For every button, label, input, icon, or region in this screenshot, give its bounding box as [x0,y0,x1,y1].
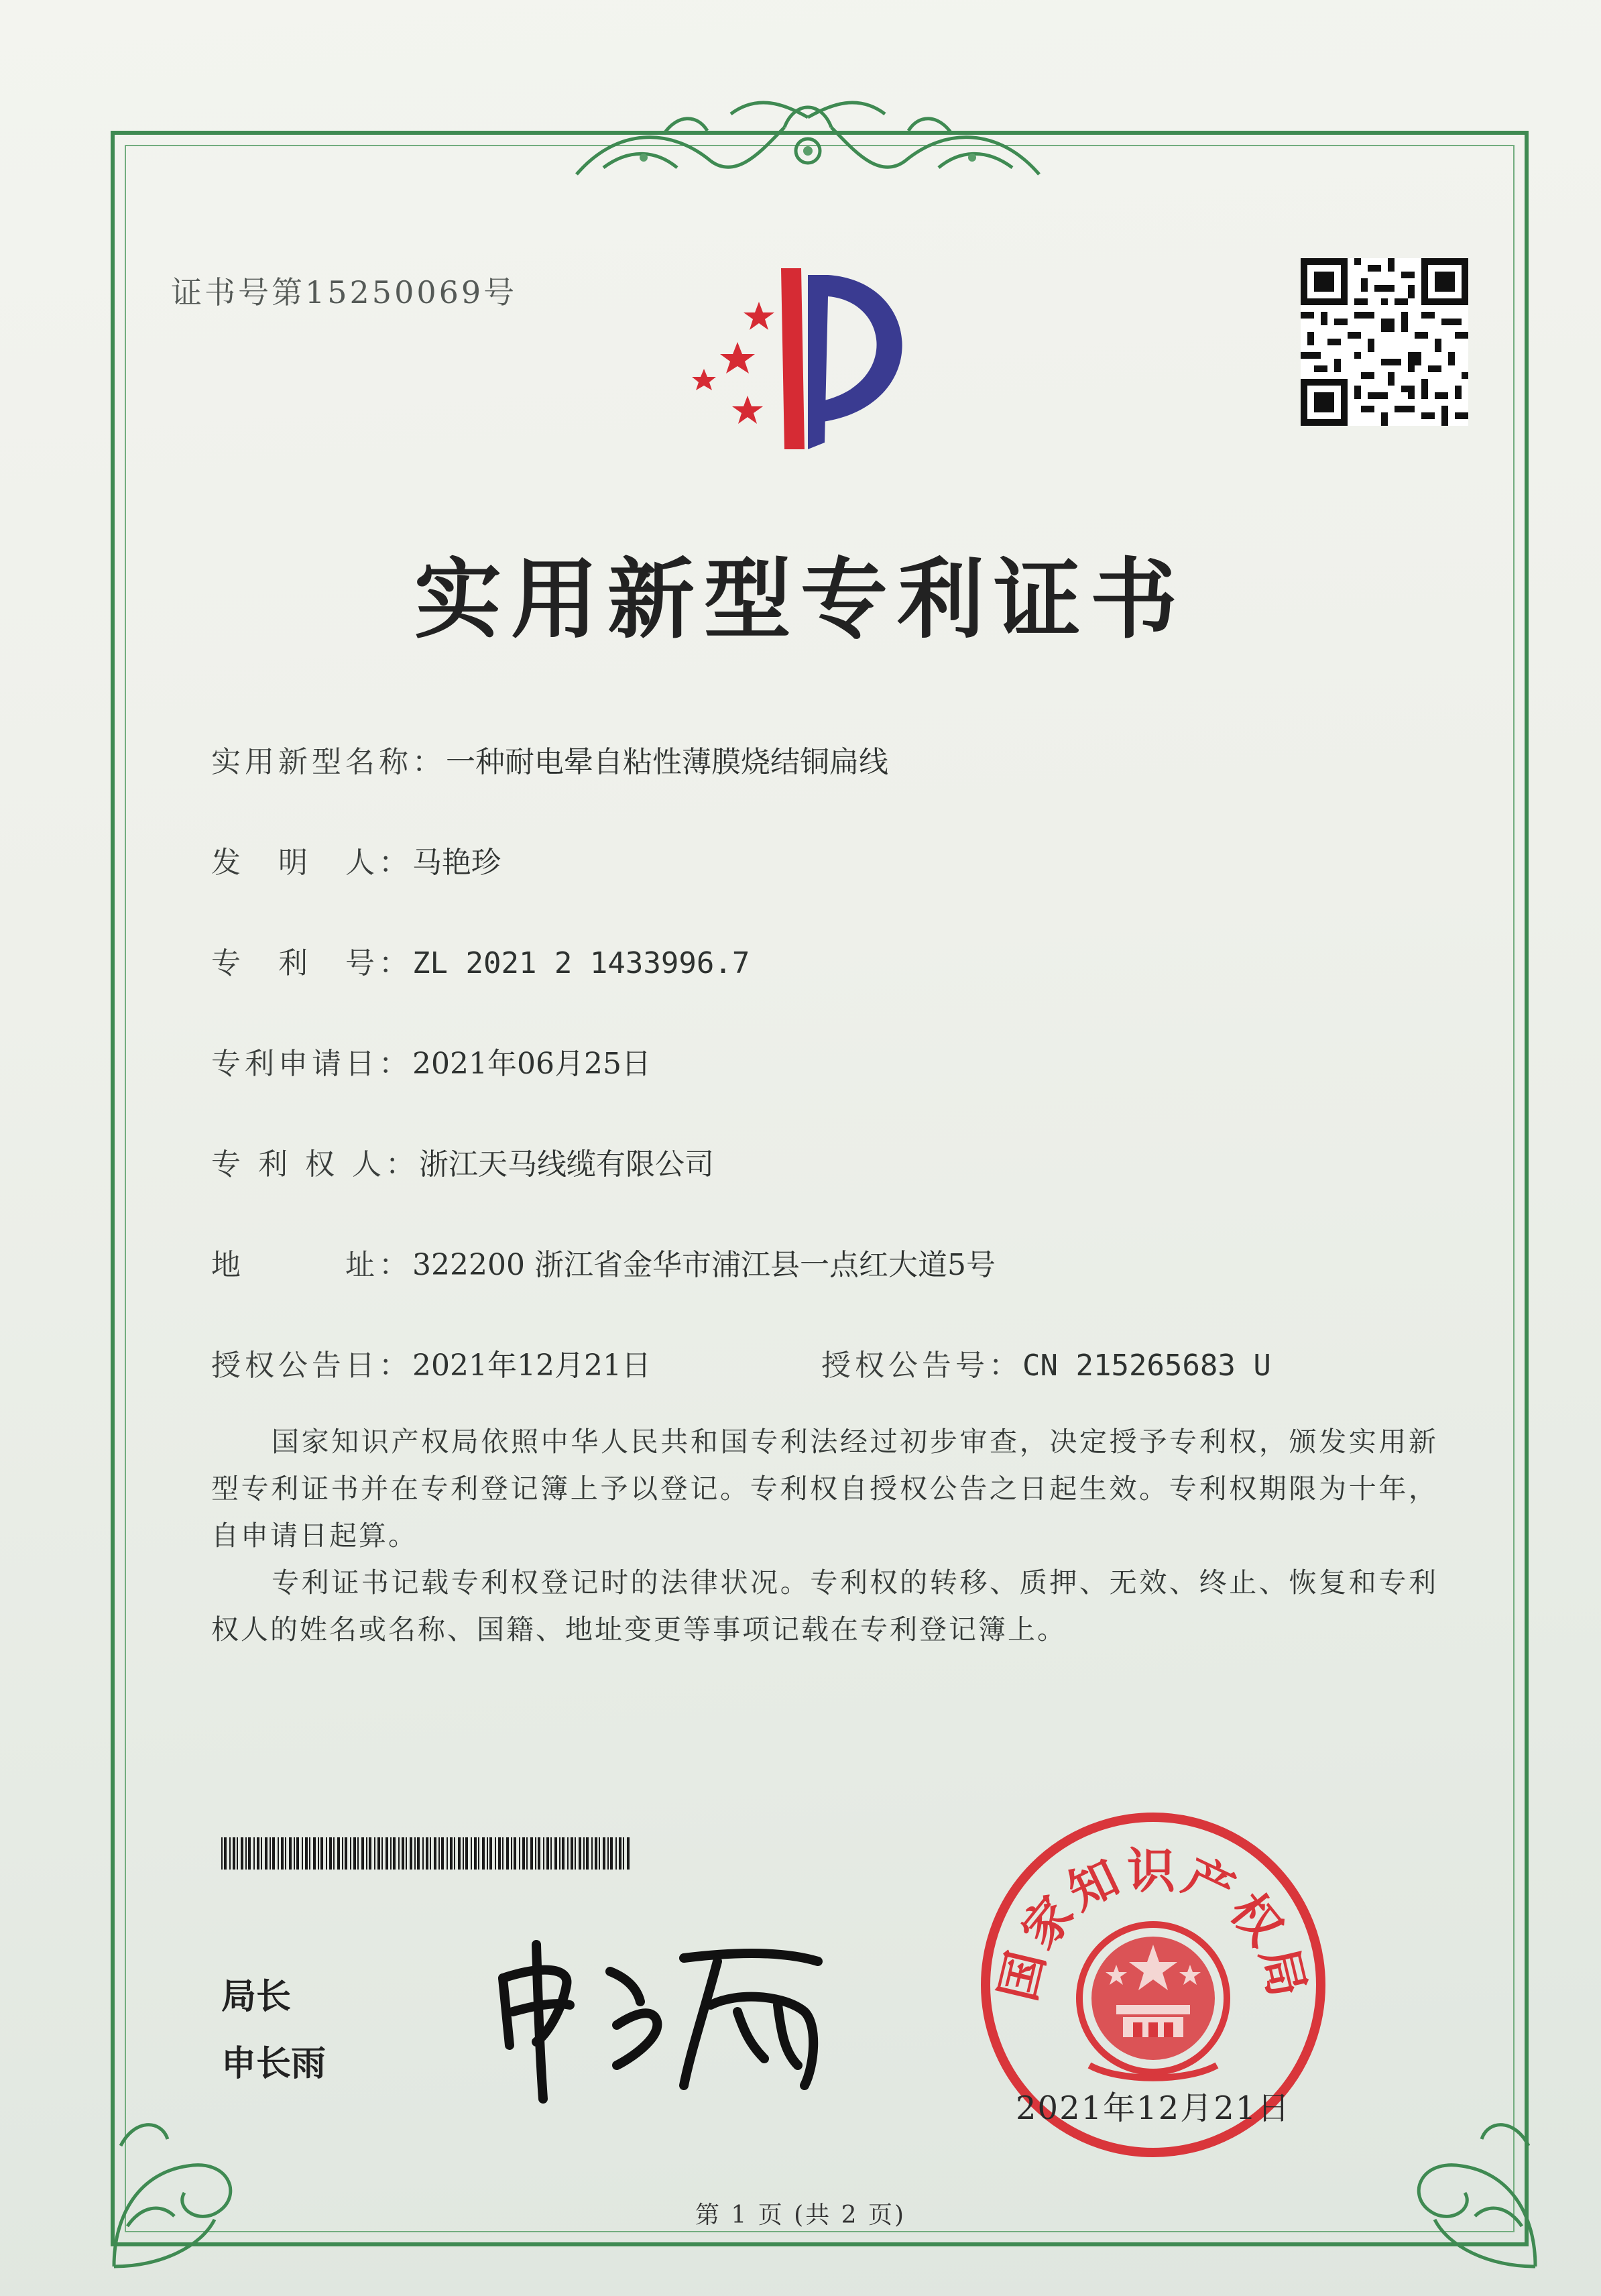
barcode-bar [554,1837,557,1870]
barcode-bar [434,1837,436,1870]
barcode-bar [575,1837,576,1870]
barcode-bar [478,1837,479,1870]
grant-no-label: 授权公告号： [821,1348,1022,1383]
barcode-bar [482,1837,485,1870]
barcode-bar [337,1837,340,1870]
barcode-bar [345,1837,347,1870]
address-value: 322200 浙江省金华市浦江县一点红大道5号 [412,1248,996,1282]
certificate-number: 证书号第15250069号 [171,274,518,310]
barcode-bar [369,1837,371,1870]
address-label: 地 址： [211,1248,412,1282]
director-signature [483,1931,858,2106]
barcode-bar [447,1837,448,1870]
barcode-bar [393,1837,396,1870]
barcode-bar [296,1837,299,1870]
barcode-bar [535,1837,536,1870]
barcode-bar [489,1837,492,1870]
barcode-bar [414,1837,416,1870]
certificate-title: 实用新型专利证书 [414,549,1187,650]
field-grant-date [211,1341,651,1384]
barcode-bar [237,1837,238,1870]
name-value: 一种耐电晕自粘性薄膜烧结铜扁线 [446,745,888,779]
barcode-bar [571,1837,573,1870]
filing-date-label: 专利申请日： [211,1047,412,1081]
filing-date-value: 2021年06月25日 [412,1047,651,1081]
barcode-bar [390,1837,392,1870]
barcode-bar [309,1837,310,1870]
barcode-bar [320,1837,323,1870]
grant-no-value: CN 215265683 U [1022,1348,1271,1383]
top-ornament [563,87,1053,194]
field-patentee [211,1140,714,1183]
barcode-bar [591,1837,593,1870]
barcode-bar [562,1837,565,1870]
barcode-bar [615,1837,617,1870]
paragraph-1: 国家知识产权局依照中华人民共和国专利法经过初步审查，决定授予专利权，颁发实用新型专利证书并在专利登记簿上予以登记。专利权自授权公告之日起生效。专利权期限为十年，自申请日起算。 [211,1426,1438,1552]
barcode-bar [567,1837,569,1870]
barcode-bar [471,1837,472,1870]
field-filing-date [211,1039,651,1082]
bottom-left-ornament [101,2092,275,2280]
patentee-value: 浙江天马线缆有限公司 [418,1147,714,1182]
barcode-bar [487,1837,488,1870]
barcode-bar [595,1837,597,1870]
barcode-bar [599,1837,600,1870]
grant-date-label: 授权公告日： [211,1348,412,1383]
seal-text: 国家知识产权局 [989,1843,1317,2006]
barcode-bar [329,1837,332,1870]
barcode-bar [441,1837,444,1870]
barcode-bar [245,1837,247,1870]
barcode-bar [474,1837,477,1870]
patent-no-value: ZL 2021 2 1433996.7 [412,946,750,980]
barcode-bar [221,1837,223,1870]
grant-date-value: 2021年12月21日 [412,1348,651,1383]
patent-office-logo [684,255,939,463]
barcode-bar [289,1837,292,1870]
barcode-bar [522,1837,525,1870]
barcode-bar [498,1837,501,1870]
barcode-bar [318,1837,319,1870]
barcode-bar [374,1837,375,1870]
barcode-bar [546,1837,549,1870]
patent-no-label: 专 利 号： [211,946,412,980]
barcode-bar [305,1837,308,1870]
barcode-bar [506,1837,509,1870]
barcode-bar [623,1837,624,1870]
barcode-bar [350,1837,351,1870]
barcode-bar [326,1837,327,1870]
barcode-bar [241,1837,243,1870]
qr-code [1301,258,1468,426]
barcode-bar [463,1837,464,1870]
barcode-bar [398,1837,400,1870]
barcode-bar [333,1837,335,1870]
inventor-value: 马艳珍 [412,846,501,880]
director-name: 申长雨 [221,2044,327,2084]
barcode-bar [438,1837,440,1870]
field-inventor [211,838,501,881]
barcode-bar [377,1837,380,1870]
page-number: 第 1 页 (共 2 页) [695,2201,906,2229]
barcode-bar [342,1837,343,1870]
barcode-bar [583,1837,585,1870]
barcode-bar [313,1837,316,1870]
barcode-bar [302,1837,303,1870]
patentee-label: 专 利 权 人： [211,1147,419,1182]
barcode-bar [465,1837,468,1870]
barcode-bar [454,1837,455,1870]
barcode-bar [607,1837,609,1870]
barcode-bar [248,1837,251,1870]
barcode-bar [627,1837,630,1870]
barcode-bar [417,1837,420,1870]
barcode-bar [224,1837,227,1870]
barcode-bar [281,1837,284,1870]
barcode-bar [603,1837,605,1870]
barcode-bar [526,1837,528,1870]
barcode-bar [586,1837,589,1870]
barcode [221,1837,637,1870]
barcode-bar [386,1837,388,1870]
barcode-bar [514,1837,516,1870]
barcode-bar [406,1837,407,1870]
field-patent-number [211,939,750,982]
barcode-bar [357,1837,359,1870]
director-title: 局长 [221,1977,292,2017]
barcode-bar [559,1837,560,1870]
barcode-bar [272,1837,275,1870]
barcode-bar [430,1837,431,1870]
barcode-bar [519,1837,520,1870]
barcode-bar [294,1837,295,1870]
barcode-bar [366,1837,367,1870]
inventor-label: 发 明 人： [211,846,412,880]
barcode-bar [538,1837,540,1870]
seal-date: 2021年12月21日 [1016,2089,1291,2127]
barcode-bar [422,1837,424,1870]
barcode-bar [579,1837,581,1870]
barcode-bar [270,1837,271,1870]
barcode-bar [381,1837,383,1870]
barcode-bar [410,1837,412,1870]
name-label: 实用新型名称： [211,745,446,779]
barcode-bar [353,1837,356,1870]
barcode-bar [495,1837,496,1870]
barcode-bar [543,1837,544,1870]
barcode-bar [550,1837,552,1870]
barcode-bar [285,1837,286,1870]
field-grant-number [821,1341,1271,1384]
barcode-bar [402,1837,404,1870]
barcode-bar [450,1837,453,1870]
bottom-right-ornament [1374,2092,1549,2280]
barcode-bar [426,1837,428,1870]
field-address [211,1241,996,1283]
barcode-bar [619,1837,621,1870]
barcode-bar [261,1837,262,1870]
field-utility-model-name [211,738,888,781]
barcode-bar [361,1837,364,1870]
barcode-bar [257,1837,259,1870]
barcode-bar [278,1837,279,1870]
barcode-bar [502,1837,503,1870]
barcode-bar [253,1837,255,1870]
barcode-bar [458,1837,461,1870]
barcode-bar [530,1837,533,1870]
barcode-bar [511,1837,512,1870]
barcode-bar [233,1837,235,1870]
barcode-bar [265,1837,268,1870]
barcode-bar [229,1837,231,1870]
barcode-bar [610,1837,613,1870]
paragraph-2: 专利证书记载专利权登记时的法律状况。专利权的转移、质押、无效、终止、恢复和专利权人的姓名或名称、国籍、地址变更等事项记载在专利登记簿上。 [211,1566,1438,1646]
